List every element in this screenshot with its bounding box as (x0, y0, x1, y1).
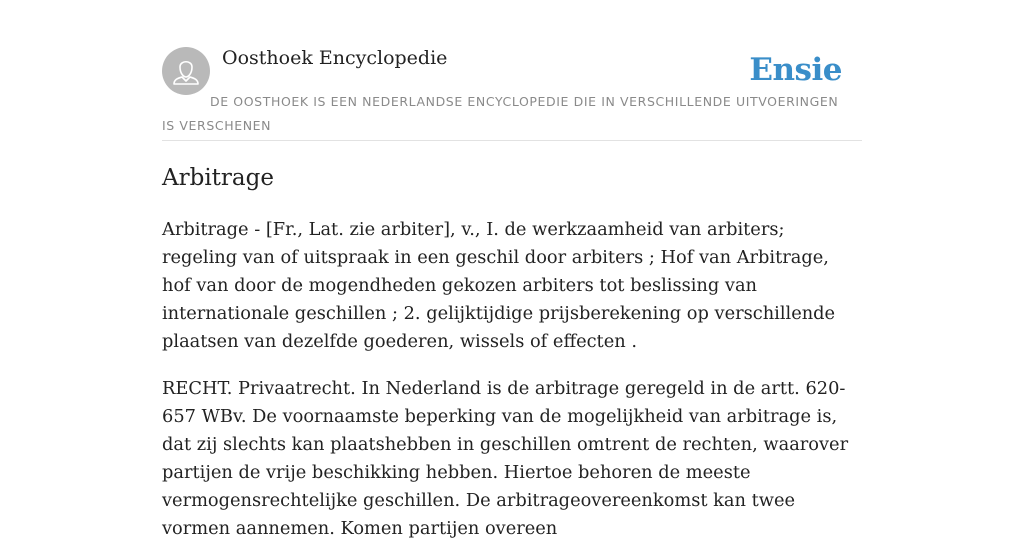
article-title: Arbitrage (162, 165, 274, 191)
site-title[interactable]: Oosthoek Encyclopedie (222, 47, 448, 69)
article-paragraph: Arbitrage - [Fr., Lat. zie arbiter], v., I. de werkzaamheid van arbiters; regeling van of uitspraak in een geschil door arbiters ; Hof van Arbitrage, hof van door de mogendheden gekozen arbiters tot beslissing van internationale geschillen ; 2. gelijktijdige prijsberekening op verschillende plaatsen van dezelfde goederen, wissels of effecten . (162, 219, 836, 352)
site-header (162, 46, 862, 141)
site-tagline: DE OOSTHOEK IS EEN NEDERLANDSE ENCYCLOPEDIE DIE IN VERSCHILLENDE UITVOERINGEN IS VERSCHENEN (162, 94, 839, 133)
brand-logo[interactable]: Ensie (749, 52, 842, 88)
article-paragraph: RECHT. Privaatrecht. In Nederland is de arbitrage geregeld in de artt. 620-657 WBv. De voornaamste beperking van de mogelijkheid van arbitrage is, dat zij slechts kan plaatshebben in geschillen omtrent de rechten, waarover partijen de vrije beschikking hebben. Hiertoe behoren de meeste vermogensrechtelijke geschillen. De arbitrageovereenkomst kan twee vormen aannemen. Komen partijen overeen (162, 378, 849, 539)
user-icon[interactable] (162, 47, 210, 95)
